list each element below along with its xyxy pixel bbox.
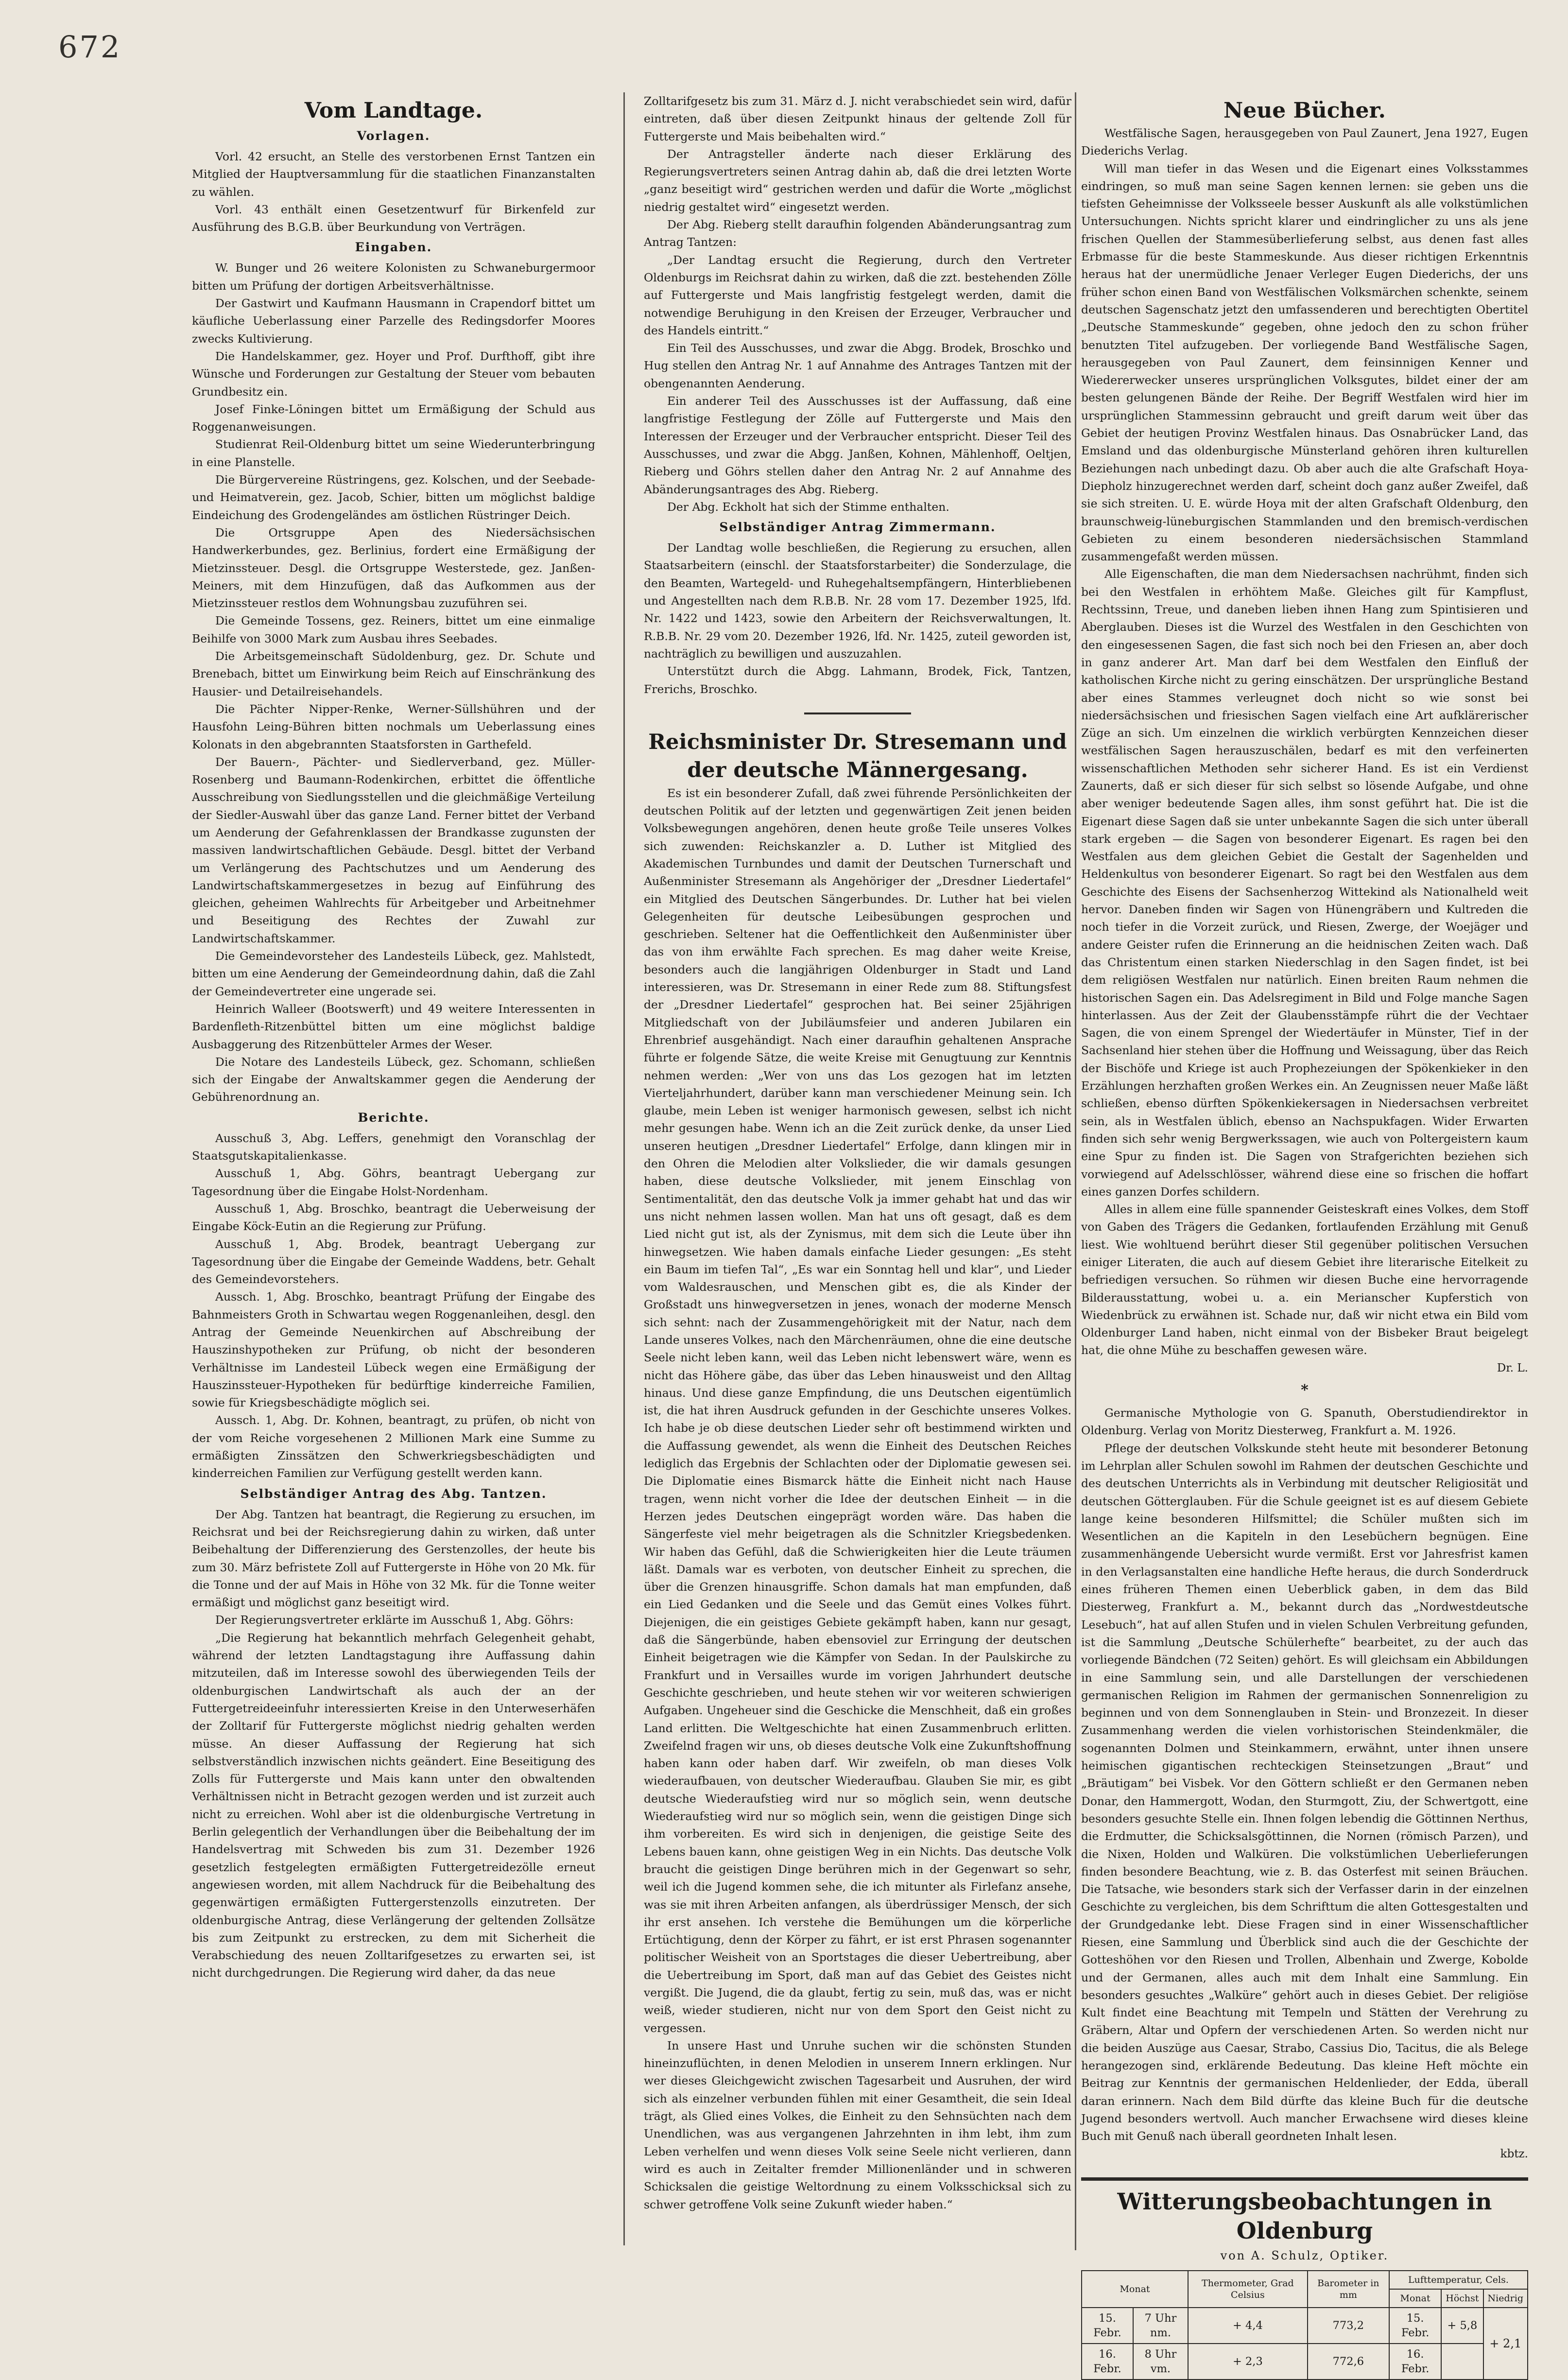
antrag-paragraph: Der Regierungsvertreter erklärte im Ausschuß 1, Abg. Göhrs:: [215, 1613, 574, 1627]
cell-luft-low: + 2,1: [1483, 2308, 1528, 2380]
eingabe-paragraph: Die Notare des Landesteils Lübeck, gez. Schomann, schließen sich der Eingabe der Anwaltskammer gegen die Aenderung der Gebührenordnung an.: [192, 1055, 595, 1104]
zimmermann-paragraph: Der Landtag wolle beschließen, die Regierung zu ersuchen, allen Staatsarbeitern (einschl. der Staatsforstarbeiter) die Sonderzulage, die den Beamten, Wartegeld- und Ruhegehaltsempfängern, Hinterbliebenen und Angestellten nach dem R.B.B. Nr. 28 vom 17. Dezember 1925, lfd. Nr. 1422 und 1423, sowie den Arbeitern der Reichsverwaltungen, lt. R.B.B. Nr. 29 vom 20. Dezember 1926, lfd. Nr. 1425, zuteil geworden ist, nachträglich zu bewilligen und auszuzahlen.: [644, 541, 1071, 660]
weather-author: von A. Schulz, Optiker.: [1220, 2248, 1389, 2262]
cell-date: 15. Febr.: [1082, 2308, 1133, 2344]
eingabe-paragraph: Die Gemeinde Tossens, gez. Reiners, bittet um eine einmalige Beihilfe von 3000 Mark zum Ausbau ihres Seebades.: [192, 614, 595, 645]
table-row: [1082, 2344, 1528, 2380]
column-rule-2: [1075, 92, 1076, 2250]
cell-luft-date: 15. Febr.: [1389, 2308, 1441, 2344]
eingabe-paragraph: W. Bunger und 26 weitere Kolonisten zu Schwaneburgermoor bitten um Prüfung der dortigen Arbeitsverhältnisse.: [192, 261, 595, 293]
header-luft-niedrig: Niedrig: [1483, 2289, 1528, 2308]
landtag-title: Vom Landtage.: [304, 98, 483, 123]
header-lufttemperatur: Lufttemperatur, Cels.: [1389, 2271, 1528, 2289]
eingabe-paragraph: Die Pächter Nipper-Renke, Werner-Süllshühren und der Hausfohn Leing-Bühren bitten nochmals um Ueberlassung eines Kolonats in den abgebrannten Staatsforsten in Garthefeld.: [192, 702, 595, 751]
vorlage-paragraph: Vorl. 42 ersucht, an Stelle des verstorbenen Ernst Tantzen ein Mitglied der Hauptversammlung für die staatlichen Finanzanstalten zu wählen.: [192, 150, 595, 199]
section-vorlagen-heading: Vorlagen.: [357, 129, 431, 143]
eingabe-paragraph: Die Arbeitsgemeinschaft Südoldenburg, gez. Dr. Schute und Brenebach, bittet um Einwirkung beim Reich auf Einschränkung des Hausier- und Detailreisehandels.: [192, 649, 595, 698]
bericht-paragraph: Ausschuß 3, Abg. Leffers, genehmigt den Voranschlag der Staatsgutskapitalienkasse.: [192, 1131, 595, 1163]
review-signature: kbtz.: [1500, 2147, 1528, 2160]
column-middle: [644, 92, 1071, 2245]
cell-luft-high: [1441, 2344, 1483, 2380]
section-berichte-heading: Berichte.: [358, 1110, 430, 1125]
eingabe-paragraph: Der Bauern-, Pächter- und Siedlerverband, gez. Müller-Rosenberg und Baumann-Rodenkirchen, erbittet die öffentliche Ausschreibung von Siedlungsstellen und die gleichmäßige Verteilung der Siedler-Auswahl über das ganze Land. Ferner bittet der Verband um Aenderung der Gefahrenklassen der Brandkasse zugunsten der massiven landwirtschaftlichen Gebäude. Desgl. bittet der Verband um Verlängerung des Pachtschutzes und um Aenderung des Landwirtschaftskammergesetzes in bezug auf Einführung des gleichen, geheimen Wahlrechts für Arbeitgeber und Arbeitnehmer und Beseitigung des Rechtes der Zuwahl zur Landwirtschaftskammer.: [192, 755, 595, 945]
continuation-paragraph: Der Abg. Eckholt hat sich der Stimme enthalten.: [667, 500, 949, 514]
article-paragraph: Es ist ein besonderer Zufall, daß zwei führende Persönlichkeiten der deutschen Politik auf der letzten und gegenwärtigen Zeit jenen beiden Volksbewegungen angehören, denen heute große Teile unseres Volkes sich zuwenden: Reichskanzler a. D. Luther ist Mitglied des Akademischen Turnbundes und damit der Deutschen Turnerschaft und Außenminister Stresemann als Angehöriger der „Dresdner Liedertafel“ ein Mitglied des Deutschen Sängerbundes. Dr. Luther hat bei vielen Gelegenheiten für deutsche Leibesübungen gesprochen und geschrieben. Seltener hat die Oeffentlichkeit den Außenminister über das von ihm erwählte Fach sprechen. Es mag daher weite Kreise, besonders auch die langjährigen Oldenburger in Stadt und Land interessieren, was Dr. Stresemann in einer Rede zum 88. Stiftungsfest der „Dresdner Liedertafel“ gesprochen hat. Bei seiner 25jährigen Mitgliedschaft von der Jubiläumsfeier und anderen Jubilaren ein Ehrenbrief ausgehändigt. Nach einer daraufhin gehaltenen Ansprache führte er folgende Sätze, die weite Kreise mit Genugtuung zur Kenntnis nehmen werden: „Wer von uns das Los gezogen hat im letzten Vierteljahrhundert, darüber kann man verschiedener Meinung sein. Ich glaube, mein Leben ist weniger harmonisch gewesen, selbst ich nicht mehr gesungen habe. Wenn ich an die Zeit zurück denke, da unser Lied unseren heutigen „Dresdner Liedertafel“ Erfolge, dann klingen mir in den Ohren die Melodien alter Volkslieder, die wir damals gesungen haben, diese deutsche Volkslieder, mit jenem Einschlag von Sentimentalität, den das deutsche Volk ja immer gehabt hat und das wir uns nicht nehmen lassen wollen. Man hat uns oft gesagt, daß es dem Lied nicht gut ist, als der Zynismus, mit dem sich die Leute über ihn hinwegsetzen. Wie haben damals einfache Lieder gesungen: „Es steht ein Baum im tiefen Tal“, „Es war ein Sonntag hell und klar“, und Lieder vom Waldesrauschen, und Menschen gibt es, die als Kinder der Großstadt uns hinwegversetzen in jenes, wonach der moderne Mensch sich sehnt: nach der Zusammengehörigkeit mit der Natur, nach dem Lande unseres Volkes, nach den Märchenräumen, ohne die eine deutsche Seele nicht leben kann, weil das Leben nicht lebenswert wäre, wenn es nicht das Höhere gäbe, das über das Leben hinausweist und den Alltag hinaus. Und diese ganze Empfindung, die uns Deutschen eigentümlich ist, die hat ihren Ausdruck gefunden in der Geschichte unseres Volkes. Ich habe je ob diese deutschen Lieder sehr oft bestimmend wirkten und die Auffassung gewendet, als wenn die Einheit des Deutschen Reiches lediglich das Ergebnis der Schlachten oder der Diplomatie gewesen sei. Die Diplomatie eines Bismarck hätte die Einheit nicht nach Hause tragen, wenn nicht vorher die Idee der deutschen Einheit — in die Herzen jedes Deutschen eingeprägt worden wäre. Das haben die Sängerfeste viel mehr beigetragen als die Schnitzler Kriegsbedenken. Wir haben das Gefühl, daß die Schwierigkeiten hier die Leute träumen läßt. Damals war es verboten, von deutscher Einheit zu sprechen, die über die Grenzen hinausgriffe. Schon damals hat man empfunden, daß ein Lied Gedanken und die Seele und das Gemüt eines Volkes führt. Diejenigen, die ein geistiges Gebiete gekämpft haben, kann nur gesagt, daß die Sängerbünde, haben ebensoviel zur Erringung der deutschen Einheit beigetragen wie die Kämpfer von Sedan. In der Paulskirche zu Frankfurt und in Versailles wurde im vorigen Jahrhundert deutsche Geschichte geschrieben, und heute stehen wir vor weiteren schwierigen Aufgaben. Ungeheuer sind die Geschicke die Menschheit, daß ein großes Land erlitten. Die Weltgeschichte hat einen Zusammenbruch erlitten. Zweifelnd fragen wir uns, ob dieses deutsche Volk eine Zukunftshoffnung haben kann oder haben darf. Wir zweifeln, ob man dieses Volk wiederaufbauen, von deutscher Wiederaufbau. Glauben Sie mir, es gibt deutsche Wiederaufstieg wird nur so möglich sein, wenn deutsche Wiederaufstieg wird nur so möglich sein, wenn die geistigen Dinge sich ihm vorbereiten. Es wird sich in denjenigen, die geistige Seite des Lebens bauen kann, ohne geistigen Weg in ein Nichts. Das deutsche Volk braucht die geistigen Dinge berühren mich in der Gegenwart so sehr, weil ich die Jugend kommen sehe, die ich mitunter als Firlefanz ansehe, was sie mit ihren Arbeiten anfangen, als überdrüssiger Mensch, der sich ihr erst ansehen. Ich verstehe die Bemühungen um die körperliche Ertüchtigung, denn der Körper zu fährt, er ist erst Phrasen sogenannter politischer Weisheit von an Sportstages die dieser Uebertreibung, aber die Uebertreibung im Sport, daß man auf das Gebiet des Geistes nicht vergißt. Die Jugend, die da glaubt, fertig zu sein, muß das, was er nicht weiß, wieder studieren, nicht nur von dem Sport den Geist nicht zu vergessen.: [644, 786, 1071, 2035]
section-eingaben-heading: Eingaben.: [355, 240, 432, 255]
eingabe-paragraph: Studienrat Reil-Oldenburg bittet um seine Wiederunterbringung in eine Planstelle.: [192, 437, 595, 469]
cell-thermometer: + 2,3: [1188, 2344, 1308, 2380]
antrag-paragraph: „Die Regierung hat bekanntlich mehrfach Gelegenheit gehabt, während der letzten Landtagstagung ihre Auffassung dahin mitzuteilen, daß im Interesse sowohl des überwiegenden Teils der oldenburgischen Landwirtschaft als auch der an der Futtergetreideeinfuhr interessierten Kreise in den Unterweserhäfen der Zolltarif für Futtergerste möglichst niedrig gehalten werden müsse. An dieser Auffassung der Regierung hat sich selbstverständlich inzwischen nichts geändert. Eine Beseitigung des Zolls für Futtergerste und Mais kann unter den obwaltenden Verhältnissen nicht in Betracht gezogen werden und ist zurzeit auch nicht zu erreichen. Wohl aber ist die oldenburgische Vertretung in Berlin gelegentlich der Verhandlungen über die Beibehaltung der im Handelsvertrag mit Schweden bis zum 31. Dezember 1926 gesetzlich festgelegten ermäßigten Futtergetreidezölle erneut angewiesen worden, mit allem Nachdruck für die Beibehaltung des gegenwärtigen ermäßigten Futtergerstenzolls einzutreten. Der oldenburgische Antrag, diese Verlängerung der geltenden Zollsätze bis zum Zeitpunkt zu erstrecken, zu dem mit Sicherheit die Verabschiedung des neuen Zolltarifgesetzes zu erwarten sei, ist nicht durchgedrungen. Die Regierung wird daher, da das neue: [192, 1631, 595, 1980]
header-monat: Monat: [1082, 2271, 1188, 2308]
table-row: [1082, 2308, 1528, 2344]
cell-time: 7 Uhr nm.: [1133, 2308, 1188, 2344]
cell-thermometer: + 4,4: [1188, 2308, 1308, 2344]
bericht-paragraph: Aussch. 1, Abg. Broschko, beantragt Prüfung der Eingabe des Bahnmeisters Groth in Schwartau wegen Roggenanleihen, desgl. den Antrag der Gemeinde Neuenkirchen auf Abschreibung der Hauszinshypotheken zur Prüfung, ob nicht der besonderen Verhältnisse im Landesteil Lübeck wegen eine Ermäßigung der Hauszinssteuer-Hypotheken für bedürftige kinderreiche Familien, sowie für Kriegsbeschädigte möglich sei.: [192, 1290, 595, 1410]
asterisk-separator: *: [1301, 1382, 1309, 1399]
section-antrag-zimmermann-heading: Selbständiger Antrag Zimmermann.: [719, 520, 996, 535]
eingabe-paragraph: Die Ortsgruppe Apen des Niedersächsischen Handwerkerbundes, gez. Berlinius, fordert eine Ermäßigung der Mietzinssteuer. Desgl. die Ortsgruppe Westerstede, gez. Janßen-Meiners, mit dem Hinzufügen, daß das Aufkommen aus der Mietzinssteuer restlos dem Wohnungsbau zuzuführen sei.: [192, 525, 595, 610]
eingabe-paragraph: Der Gastwirt und Kaufmann Hausmann in Crapendorf bittet um käufliche Ueberlassung einer Parzelle des Redingsdorfer Moores zwecks Kultivierung.: [192, 296, 595, 346]
weather-table: [1081, 2270, 1528, 2380]
table-header-row: [1082, 2271, 1528, 2289]
continuation-paragraph: Der Abg. Rieberg stellt daraufhin folgenden Abänderungsantrag zum Antrag Tantzen:: [644, 218, 1071, 249]
weather-title: Witterungsbeobachtungen in Oldenburg: [1117, 2188, 1492, 2244]
cell-barometer: 773,2: [1308, 2308, 1389, 2344]
eingabe-paragraph: Josef Finke-Löningen bittet um Ermäßigung der Schuld aus Roggenanweisungen.: [192, 402, 595, 434]
books-title: Neue Bücher.: [1223, 98, 1386, 123]
eingabe-paragraph: Die Gemeindevorsteher des Landesteils Lübeck, gez. Mahlstedt, bitten um eine Aenderung der Gemeindeordnung dahin, daß die Zahl der Gemeindevertreter eine ungerade sei.: [192, 949, 595, 998]
continuation-paragraph: Ein anderer Teil des Ausschusses ist der Auffassung, daß eine langfristige Festlegung der Zölle auf Futtergerste und Mais den Interessen der Erzeuger und der Verbraucher entspricht. Dieser Teil des Ausschusses, und zwar die Abgg. Janßen, Kohnen, Mählenhoff, Oeltjen, Rieberg und Göhrs stellen daher den Antrag Nr. 2 auf Annahme des Abänderungsantrages des Abg. Rieberg.: [644, 394, 1071, 496]
review-paragraph: Pflege der deutschen Volkskunde steht heute mit besonderer Betonung im Lehrplan aller Schulen sowohl im Rahmen der deutschen Geschichte und des deutschen Unterrichts als in Verbindung mit deutscher Religiosität und deutschen Götterglauben. Für die Schule geeignet ist es auf diesem Gebiete lange keine besonderen Hilfsmittel; die Schüler mußten sich im Wesentlichen an die Kapiteln in den Lesebüchern begnügen. Eine zusammenhängende Uebersicht wurde vermißt. Erst vor Jahresfrist kamen in den Verlagsanstalten eine handliche Hefte heraus, die durch Sonderdruck eines früheren Themen einen Ueberblick gaben, in dem das Bild Diesterweg, Frankfurt a. M., bekannt durch das „Nordwestdeutsche Lesebuch“, hat auf allen Stufen und in vielen Schulen Verbreitung gefunden, ist die Sammlung „Deutsche Schülerhefte“ bearbeitet, zu der auch das vorliegende Bändchen (72 Seiten) gehört. Es will gleichsam ein Abbildungen in eine Sammlung sein, und alle Darstellungen der verschiedenen germanischen Religion im Rahmen der germanischen Sonnenreligion zu beginnen und von dem Sonnenglauben in Stein- und Bronzezeit. In dieser Zusammenhang werden die vielen vorhistorischen Steindenkmäler, die sogenannten Dolmen und Steinkammern, erwähnt, unter ihnen unsere heimischen gigantischen rechteckigen Steinsetzungen „Braut“ und „Bräutigam“ bei Visbek. Vor den Göttern schließt er den Germanen neben Donar, den Hammergott, Wodan, den Sturmgott, Ziu, der Schwertgott, eine besonders gesuchte Stelle ein. Ihnen folgen lebendig die Göttinnen Nerthus, die Erdmutter, die Schicksalsgöttinnen, die Nornen (römisch Parzen), und die Nixen, Holden und Walküren. Die volkstümlichen Ueberlieferungen finden besondere Beachtung, wie z. B. das Osterfest mit seinen Bräuchen. Die Tatsache, wie besonders stark sich der Verfasser darin in der einzelnen Geschichte zu vergleichen, bis dem Schrifttum die alten Gottesgestalten und der Grundgedanke lebt. Diese Fragen sind in einer Wissenschaftlicher Riesen, eine Sammlung und Überblick sind auch die der Geschichte der Gotteshöhen vor den Riesen und Trollen, Albenhain und Zwerge, Kobolde und der Germanen, alles auch mit dem Inhalt eine Sammlung. Ein besonders gesuchtes „Walküre“ gehört auch in dieses Gebiet. Der religiöse Kult findet eine Beachtung mit Tempeln und Stätten der Verehrung zu Gräbern, Altar und Opfern der verschiedenen Arten. So werden nicht nur die beiden Auszüge aus Caesar, Strabo, Cassius Dio, Tacitus, die als Belege herangezogen sind, erklärende Bedeutung. Das kleine Heft möchte ein Beitrag zur Kenntnis der germanischen Heldenlieder, der Edda, überall daran erinnern. Nach dem Bild dürfte das kleine Buch für die deutsche Jugend besonders wertvoll. Auch mancher Erwachsene wird dieses kleine Buch mit Genuß nach überall geordneten Inhalt lesen.: [1081, 1441, 1528, 2143]
antrag-paragraph: Der Abg. Tantzen hat beantragt, die Regierung zu ersuchen, im Reichsrat und bei der Reichsregierung dahin zu wirken, daß unter Beibehaltung der Differenzierung des Gerstenzolles, der heute bis zum 30. März befristete Zoll auf Futtergerste in Höhe von 20 Mk. für die Tonne und der auf Mais in Höhe von 32 Mk. für die Tonne weiter ermäßigt und möglichst ganz beseitigt wird.: [192, 1507, 595, 1610]
continuation-paragraph: Der Antragsteller änderte nach dieser Erklärung des Regierungsvertreters seinen Antrag dahin ab, daß die drei letzten Worte „ganz beseitigt wird“ gestrichen werden und dafür die Worte „möglichst niedrig gestaltet wird“ eingesetzt werden.: [644, 147, 1071, 214]
eingabe-paragraph: Heinrich Walleer (Bootswerft) und 49 weitere Interessenten in Bardenfleth-Ritzenbüttel bitten um eine möglichst baldige Ausbaggerung des Ritzenbütteler Armes der Weser.: [192, 1002, 595, 1051]
review-paragraph: Westfälische Sagen, herausgegeben von Paul Zaunert, Jena 1927, Eugen Diederichs Verlag.: [1081, 126, 1528, 158]
stresemann-article-title: Reichsminister Dr. Stresemann und der deutsche Männergesang.: [648, 730, 1067, 782]
cell-barometer: 772,6: [1308, 2344, 1389, 2380]
review-paragraph: Alles in allem eine fülle spannender Geisteskraft eines Volkes, dem Stoff von Gaben des Trägers die Gedanken, fortlaufenden Erzählung mit Genuß liest. Wie wohltuend berührt dieser Stil gegenüber politischen Versuchen einiger Literaten, die auch auf diesem Gebiet ihre literarische Eitelkeit zu befriedigen versuchen. So rühmen wir diesen Buche eine hervorragende Bilderausstattung, wobei u. a. ein Merianscher Kupferstich von Wiedenbrück zu erwähnen ist. Schade nur, daß wir nicht etwa ein Bild vom Oldenburger Land haben, nicht einmal von der Bisbeker Braut beigelegt hat, die ohne Mühe zu beschaffen gewesen wäre.: [1081, 1202, 1528, 1357]
header-thermometer: Thermometer, Grad Celsius: [1188, 2271, 1308, 2308]
page-number: 672: [58, 29, 122, 65]
bericht-paragraph: Ausschuß 1, Abg. Broschko, beantragt die Ueberweisung der Eingabe Köck-Eutin an die Regierung zur Prüfung.: [192, 1201, 595, 1233]
review-paragraph: Alle Eigenschaften, die man dem Niedersachsen nachrühmt, finden sich bei den Westfalen in erhöhtem Maße. Gleiches gilt für Kampflust, Rechtssinn, Treue, und daneben lieben ihnen Hang zum Spintisieren und Aberglauben. Dieses ist die Wurzel des Westfalen in den Geschichten von den eingesessenen Sagen, die fast sich noch bei den Friesen an, aber doch in ganz anderer Art. Man darf bei dem Westfalen den Einfluß der katholischen Kirche nicht zu gering einschätzen. Der ursprüngliche Bestand aber eines Stammes verleugnet doch nicht so wie sonst bei niedersächsischen und friesischen Sagen vielfach eine Art aufklärerischer Züge an sich. Um einzelnen die wirklich verbürgten Kennzeichen dieser westfälischen Sagen herauszuschälen, bedarf es mit den verfeinerten wissenschaftlichen Methoden sehr sicherer Hand. Es ist ein Verdienst Zaunerts, daß er sich dieser für sich selbst so lösende Aufgabe, und ohne aber weniger bedeutende Sagen alles, ihm sonst geführt hat. Die ist die Eigenart diese Sagen daß sie unter unbekannte Sagen die sich unter überall stark ergeben — die Sagen von besonderer Eigenart. Es ragen bei den Westfalen aus dem gleichen Gebiet die Gestalt der Sagenhelden und Heldenkultus von besonderer Eigenart. So ragt bei den Westfalen aus dem Geschichte des Eisens der Sachsenherzog Wittekind als Nationalheld weit hervor. Daneben finden wir Sagen von Hünengräbern und Kultreden die noch tiefer in die Vorzeit zurück, und Riesen, Zwerge, der Woejäger und andere Geister rufen die Erinnerung an die heidnischen Zeiten wach. Daß das Christentum einen starken Niederschlag in den Sagen findet, ist bei dem religiösen Westfalen nur natürlich. Einen breiten Raum nehmen die historischen Sagen ein. Das Adelsregiment in Bild und Folge manche Sagen hinterlassen. Aus der Zeit der Glaubensstämpfe rührt die der Vechtaer Sagen, die von einem Sprengel der Wiedertäufer in Münster, Tief in der Sachsenland hier stehen über die Hoffnung und Weissagung, über das Reich der Bischöfe und Kriege ist auch Prophezeiungen der Spökenkieker in den Erzählungen herzhaften großen Werkes ein. An Zeugnissen neuer Maße läßt schließen, ebenso dürften Spökenkiekersagen in Niedersachsen verbreitet sein, als in Westfalen üblich, ebenso an Nachspukfagen. Wider Erwarten finden sich sehr wenig Bergwerkssagen, wie auch von Poltergeistern kaum eine Spur zu finden ist. Die Sagen von Strafgerichten beziehen sich vorwiegend auf Adelsschlösser, während diese eine so frischen die hoffart eines ganzen Dorfes schildern.: [1081, 567, 1528, 1199]
review-paragraph: Will man tiefer in das Wesen und die Eigenart eines Volksstammes eindringen, so muß man seine Sagen kennen lernen: sie geben uns die tiefsten Geheimnisse der Volksseele besser Auskunft als alle volkstümlichen Untersuchungen. Nichts spricht klarer und eindringlicher zu uns als jene frischen Quellen der Stammesüberlieferung selbst, aus denen fast alles Erbmasse für die beste Stammeskunde. Aus dieser richtigen Erkenntnis heraus hat der unermüdliche Jenaer Verleger Eugen Diederichs, der uns früher schon einen Band von Westfälischen Volksmärchen schenkte, seinem deutschen Sagenschatz jetzt den umfassenderen und berechtigten Obertitel „Deutsche Stammeskunde“ gegeben, ohne jedoch den zu schon früher benutzten Titel aufzugeben. Der vorliegende Band Westfälische Sagen, herausgegeben von Paul Zaunert, dem feinsinnigen Kenner und Wiedererwecker unseres ursprünglichen Volksgutes, bildet einer der am besten gelungenen Bände der Reihe. Der Begriff Westfalen wird hier im ursprünglichen Stammessinn gebraucht und greift darum weit über das Gebiet der heutigen Provinz Westfalen hinaus. Das Osnabrücker Land, das Emsland und das oldenburgische Münsterland gehören ihren kulturellen Beziehungen nach unbedingt dazu. Ob aber auch die alte Grafschaft Hoya-Diepholz hinzugerechnet werden darf, scheint doch ganz außer Zweifel, daß sie sich streiten. U. E. würde Hoya mit der alten Grafschaft Oldenburg, den braunschweig-lüneburgischen Stammlanden und den bremisch-verdischen Gebieten zu einem besonderen niedersächsischen Stammland zusammengefaßt werden müssen.: [1081, 161, 1528, 564]
section-antrag-tantzen-heading: Selbständiger Antrag des Abg. Tantzen.: [240, 1486, 547, 1501]
header-barometer: Barometer in mm: [1308, 2271, 1389, 2308]
review-signature: Dr. L.: [1497, 1361, 1528, 1374]
cell-date: 16. Febr.: [1082, 2344, 1133, 2380]
column-books-weather: [1081, 92, 1528, 2375]
zimmermann-paragraph: Unterstützt durch die Abgg. Lahmann, Brodek, Fick, Tantzen, Frerichs, Broschko.: [644, 664, 1071, 696]
vorlage-paragraph: Vorl. 43 enthält einen Gesetzentwurf für Birkenfeld zur Ausführung des B.G.B. über Beurkundung von Verträgen.: [192, 202, 595, 234]
eingabe-paragraph: Die Handelskammer, gez. Hoyer und Prof. Durfthoff, gibt ihre Wünsche und Forderungen zur Gestaltung der Steuer vom bebauten Grundbesitz ein.: [192, 349, 595, 399]
bericht-paragraph: Ausschuß 1, Abg. Brodek, beantragt Uebergang zur Tagesordnung über die Eingabe der Gemeinde Waddens, betr. Gehalt des Gemeindevorstehers.: [192, 1237, 595, 1286]
bericht-paragraph: Aussch. 1, Abg. Dr. Kohnen, beantragt, zu prüfen, ob nicht von der vom Reiche vorgesehenen 2 Millionen Mark eine Summe zu ermäßigten Zinssätzen den Schwerkriegsbeschädigten und kinderreichen Familien zur Verfügung gestellt werden kann.: [192, 1413, 595, 1480]
continuation-paragraph: Ein Teil des Ausschusses, und zwar die Abgg. Brodek, Broschko und Hug stellen den Antrag Nr. 1 auf Annahme des Antrages Tantzen mit der obengenannten Aenderung.: [644, 341, 1071, 390]
article-paragraph: In unsere Hast und Unruhe suchen wir die schönsten Stunden hineinzuflüchten, in denen Melodien in unserem Innern erklingen. Nur wer dieses Gleichgewicht zwischen Tagesarbeit und Ausruhen, der wird sich als einzelner verbunden fühlen mit einer Gesamtheit, die sein Ideal trägt, als Glied eines Volkes, die Einheit zu den Sehnsüchten nach dem Unendlichen, was aus vergangenen Jahrzehnten in ihm lebt, ihm zum Leben verhelfen und wenn dieses Volk seine Seele nicht verlieren, dann wird es auch in Zeitalter fremder Millionenländer und in schweren Schicksalen die geistige Weltordnung zu einem Volksschicksal sich zu schwer getroffene Volk seine Zukunft wieder haben.“: [644, 2038, 1071, 2211]
column-rule-1: [623, 92, 625, 2245]
continuation-paragraph: Zolltarifgesetz bis zum 31. März d. J. nicht verabschiedet sein wird, dafür eintreten, daß über diesen Zeitpunkt hinaus der geltende Zoll für Futtergerste und Mais beibehalten wird.“: [644, 94, 1071, 143]
header-luft-hoechst: Höchst: [1441, 2289, 1483, 2308]
cell-luft-high: + 5,8: [1441, 2308, 1483, 2344]
review-paragraph: Germanische Mythologie von G. Spanuth, Oberstudiendirektor in Oldenburg. Verlag von Moritz Diesterweg, Frankfurt a. M. 1926.: [1081, 1406, 1528, 1438]
section-divider: [804, 712, 911, 714]
cell-time: 8 Uhr vm.: [1133, 2344, 1188, 2380]
header-luft-monat: Monat: [1389, 2289, 1441, 2308]
continuation-paragraph: „Der Landtag ersucht die Regierung, durch den Vertreter Oldenburgs im Reichsrat dahin zu wirken, daß die zzt. bestehenden Zölle auf Futtergerste und Mais langfristig festgelegt werden, damit die notwendige Beruhigung in den Kreisen der Erzeuger, Verbraucher und des Handels eintritt.“: [644, 253, 1071, 337]
eingabe-paragraph: Die Bürgervereine Rüstringens, gez. Kolschen, und der Seebade- und Heimatverein, gez. Jacob, Schier, bitten um möglichst baldige Eindeichung des Grodengeländes am östlichen Rüstringer Deich.: [192, 473, 595, 522]
weather-rule: [1081, 2177, 1528, 2181]
bericht-paragraph: Ausschuß 1, Abg. Göhrs, beantragt Uebergang zur Tagesordnung über die Eingabe Holst-Nordenham.: [192, 1166, 595, 1198]
column-landtag: [192, 92, 595, 2241]
cell-luft-date: 16. Febr.: [1389, 2344, 1441, 2380]
